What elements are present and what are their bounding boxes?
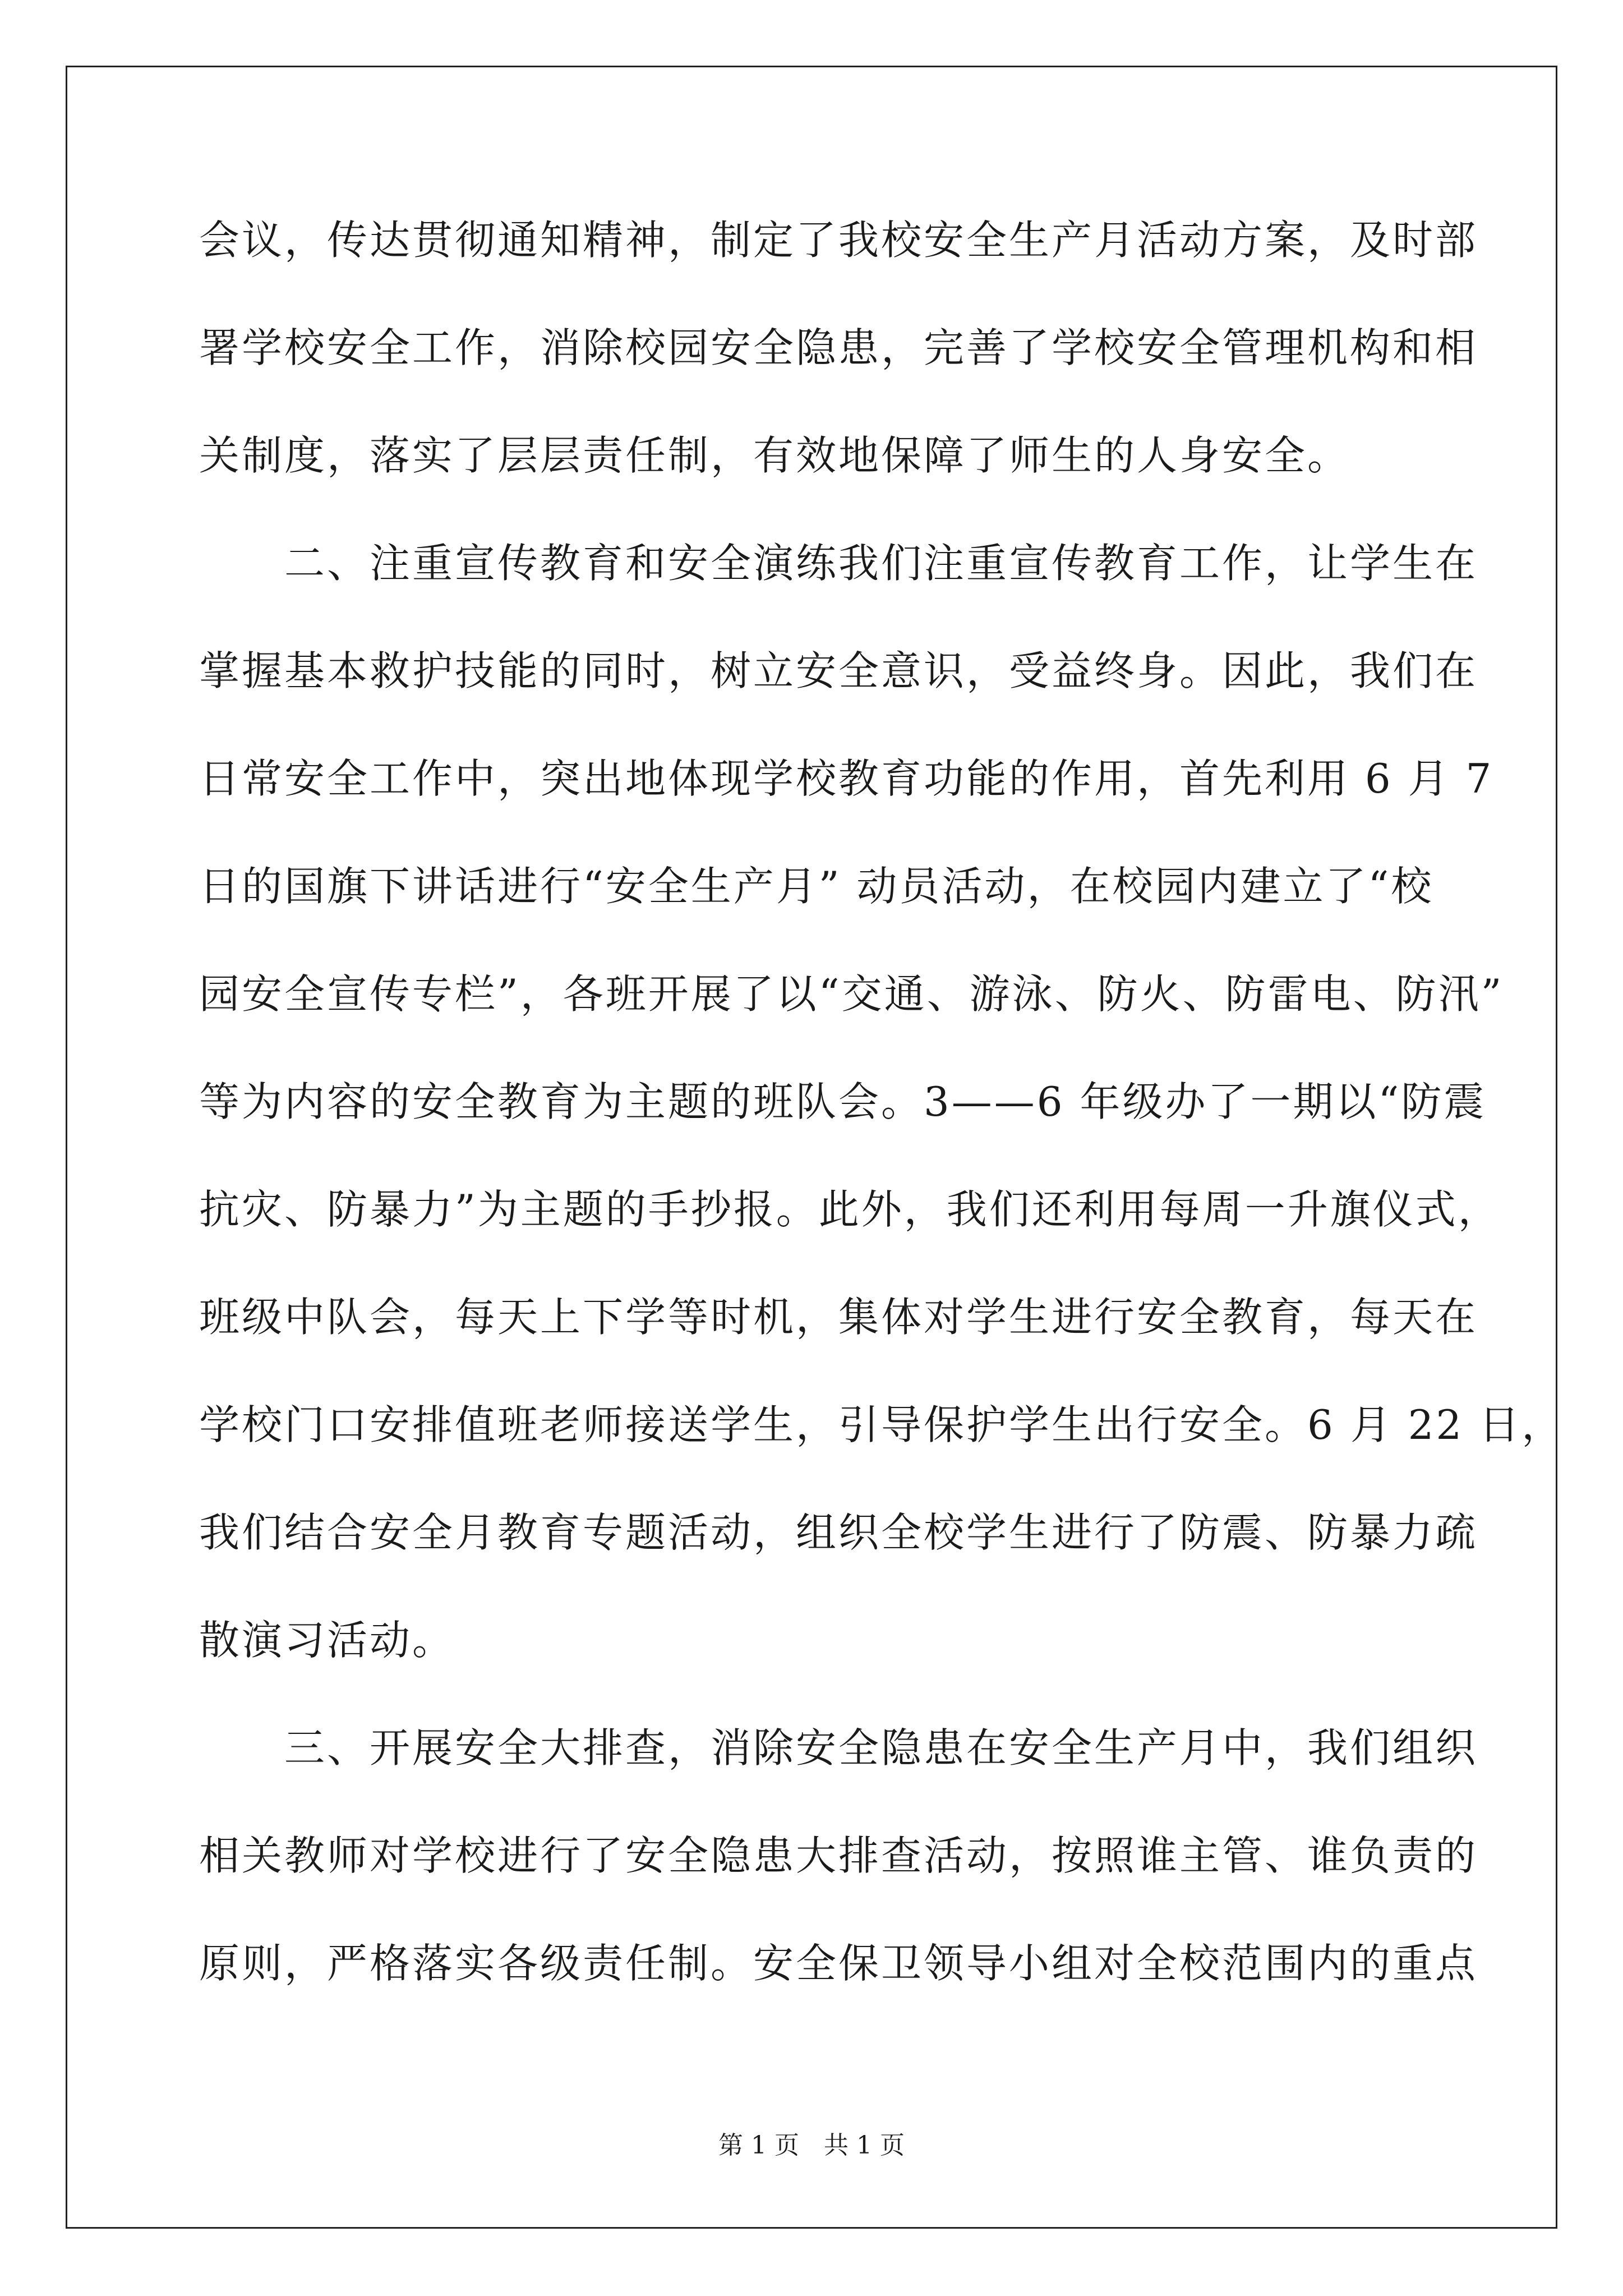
text-line: 二、注重宣传教育和安全演练我们注重宣传教育工作，让学生在 [199, 540, 1478, 587]
text-line: 署学校安全工作，消除校园安全隐患，完善了学校安全管理机构和相 [199, 324, 1478, 371]
text-line: 我们结合安全月教育专题活动，组织全校学生进行了防震、防暴力疏 [199, 1509, 1478, 1556]
text-line: 日的国旗下讲话进行“安全生产月” 动员活动，在校园内建立了“校 [199, 863, 1434, 910]
text-line: 会议，传达贯彻通知精神，制定了我校安全生产月活动方案，及时部 [199, 217, 1478, 264]
text-line: 日常安全工作中，突出地体现学校教育功能的作用，首先利用 6 月 7 [199, 755, 1494, 802]
page-number: 第 1 页 [718, 2131, 799, 2160]
text-line: 掌握基本救护技能的同时，树立安全意识，受益终身。因此，我们在 [199, 647, 1478, 694]
text-line: 班级中队会，每天上下学等时机，集体对学生进行安全教育，每天在 [199, 1294, 1478, 1341]
text-line: 散演习活动。 [199, 1617, 455, 1664]
text-line: 关制度，落实了层层责任制，有效地保障了师生的人身安全。 [199, 432, 1350, 479]
text-line: 相关教师对学校进行了安全隐患大排查活动，按照谁主管、谁负责的 [199, 1832, 1478, 1879]
text-line: 等为内容的安全教育为主题的班队会。3——6 年级办了一期以“防震 [199, 1078, 1487, 1125]
text-line: 学校门口安排值班老师接送学生，引导保护学生出行安全。6 月 22 日， [199, 1401, 1565, 1448]
text-line: 园安全宣传专栏”，各班开展了以“交通、游泳、防火、防雷电、防汛” [199, 970, 1504, 1018]
text-line: 三、开展安全大排查，消除安全隐患在安全生产月中，我们组织 [199, 1724, 1478, 1772]
text-line: 抗灾、防暴力”为主题的手抄报。此外，我们还利用每周一升旗仪式， [199, 1186, 1501, 1233]
page-footer [0, 2132, 1623, 2160]
page-total: 共 1 页 [824, 2131, 905, 2160]
text-line: 原则，严格落实各级责任制。安全保卫领导小组对全校范围内的重点 [199, 1940, 1478, 1987]
document-body [199, 217, 1565, 2051]
